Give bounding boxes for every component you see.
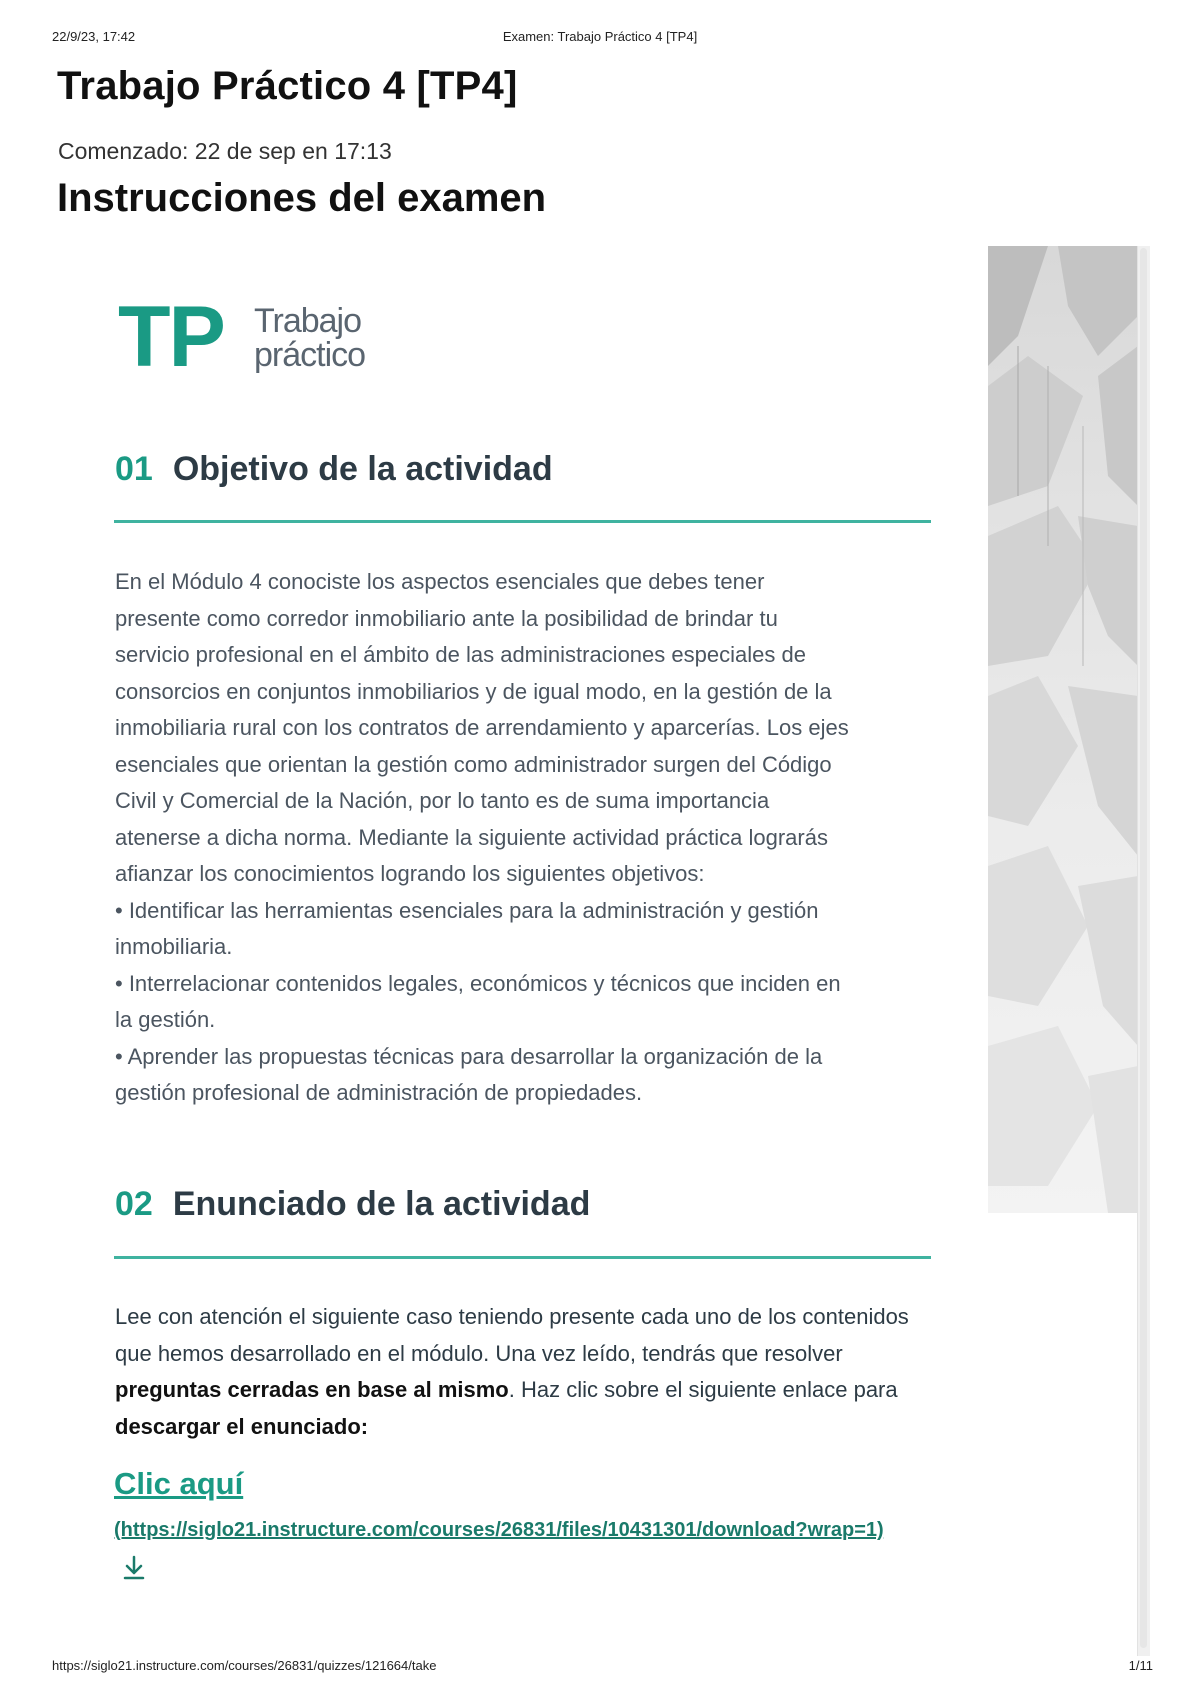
tp-logo (118, 289, 398, 386)
statement-text (115, 1299, 945, 1445)
objective-bullet-line: • Aprender las propuestas técnicas para desarrollar la organización de la (115, 1043, 823, 1069)
architecture-pattern-image (988, 246, 1138, 1213)
objective-bullet-line: • Interrelacionar contenidos legales, económicos y técnicos que inciden en (115, 970, 841, 996)
tp-logo-word-2: práctico (254, 336, 366, 374)
objective-line: afianzar los conocimientos logrando los siguientes objetivos: (115, 861, 705, 886)
print-url: https://siglo21.instructure.com/courses/26831/quizzes/121664/take (52, 1658, 437, 1673)
page-scrollbar[interactable] (1137, 246, 1150, 1656)
section-divider (114, 1256, 931, 1259)
print-doc-title: Examen: Trabajo Práctico 4 [TP4] (502, 29, 698, 44)
page-title: Trabajo Práctico 4 [TP4] (57, 64, 518, 108)
statement-bold-part: descargar el enunciado: (115, 1413, 369, 1439)
download-link-label[interactable]: Clic aquí (114, 1466, 244, 1501)
objective-bullet-line: la gestión. (115, 1007, 216, 1032)
objective-line: servicio profesional en el ámbito de las administraciones especiales de (115, 642, 806, 667)
print-page-number: 1/11 (1128, 1658, 1153, 1673)
objective-line: consorcios en conjuntos inmobiliarios y de igual modo, en la gestión de la (115, 678, 832, 704)
statement-text-part: Lee con atención el siguiente caso teniendo presente cada uno de los contenidos que hemos desarrollado en el módulo. Una vez leído, tendrás que resolver (115, 1304, 909, 1366)
objective-bullet-line: inmobiliaria. (115, 934, 233, 959)
objective-line: esenciales que orientan la gestión como administrador surgen del Código (115, 751, 832, 777)
download-link-url[interactable] (114, 1512, 914, 1586)
download-icon[interactable] (122, 1555, 146, 1581)
section-heading-objetivo (115, 450, 553, 489)
section-divider (114, 520, 931, 523)
objective-line: En el Módulo 4 conociste los aspectos esenciales que debes tener (115, 569, 765, 594)
download-url-text[interactable]: (https://siglo21.instructure.com/courses/26831/files/10431301/download?wrap=1) (114, 1519, 884, 1541)
tp-logo-word-1: Trabajo (254, 302, 362, 340)
section-title: Enunciado de la actividad (172, 1185, 591, 1223)
statement-bold-part: preguntas cerradas en base al mismo (115, 1377, 509, 1402)
objective-bullet-line: gestión profesional de administración de propiedades. (115, 1080, 643, 1105)
section-heading-enunciado (115, 1185, 590, 1224)
objective-line: Civil y Comercial de la Nación, por lo tanto es de suma importancia (115, 788, 770, 813)
statement-text-part: . Haz clic sobre el siguiente enlace para (508, 1377, 898, 1402)
section-title: Objetivo de la actividad (172, 450, 553, 488)
scrollbar-thumb[interactable] (1140, 248, 1147, 1648)
objective-line: presente como corredor inmobiliario ante la posibilidad de brindar tu (115, 605, 778, 631)
objective-text (115, 564, 945, 1112)
objective-bullet-line: • Identificar las herramientas esenciales para la administración y gestión (115, 897, 819, 923)
print-date: 22/9/23, 17:42 (52, 29, 136, 44)
section-number: 01 (115, 450, 153, 488)
section-number: 02 (115, 1185, 153, 1223)
print-header (0, 29, 1200, 49)
objective-line: inmobiliaria rural con los contratos de arrendamiento y aparcerías. Los ejes (115, 715, 849, 740)
objective-line: atenerse a dicha norma. Mediante la siguiente actividad práctica lograrás (115, 824, 828, 850)
started-timestamp: Comenzado: 22 de sep en 17:13 (58, 138, 392, 164)
decorative-side-image (988, 246, 1138, 1213)
tp-logo-letters: TP (118, 289, 224, 385)
instructions-title: Instrucciones del examen (57, 176, 547, 220)
